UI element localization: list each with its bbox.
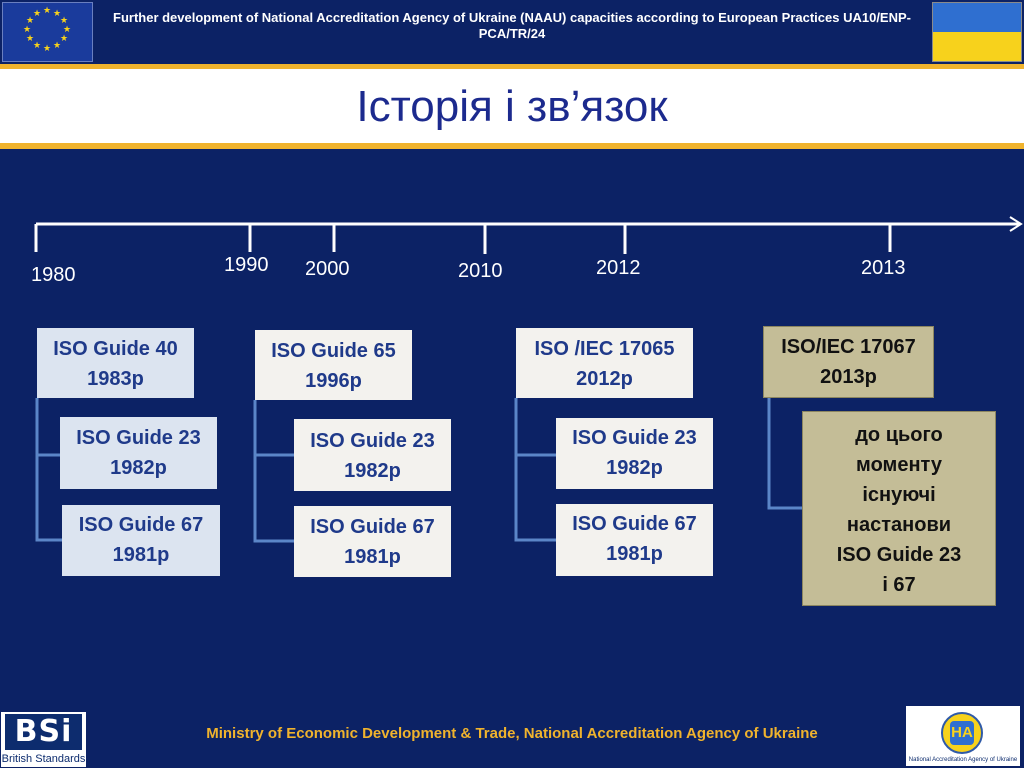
svg-text:★: ★ — [25, 16, 35, 26]
standard-box-main: ISO Guide 65 1996р — [255, 330, 412, 400]
naau-mark: НА — [950, 721, 974, 745]
year-label: 2012 — [596, 257, 641, 279]
footer-text: Ministry of Economic Development & Trade, National Accreditation Agency of Ukraine — [206, 725, 818, 742]
project-title: Further development of National Accreditation Agency of Ukraine (NAAU) capacities according to European Practices UA10/ENP-PCA/TR/24 — [113, 10, 911, 41]
connector-group-2 — [255, 400, 294, 541]
standard-box-sub: ISO Guide 23 1982р — [556, 418, 713, 489]
svg-text:★: ★ — [59, 16, 69, 26]
slide-title: Історія і зв’язок — [356, 82, 668, 131]
standard-box-sub: ISO Guide 67 1981р — [62, 505, 220, 576]
standard-box-sub: ISO Guide 23 1982р — [60, 417, 217, 489]
year-label: 2010 — [458, 260, 503, 282]
standard-box-main: ISO Guide 40 1983р — [37, 328, 194, 398]
svg-text:★: ★ — [25, 34, 35, 44]
svg-text:★: ★ — [62, 25, 72, 35]
year-label: 2000 — [305, 258, 350, 280]
svg-text:★: ★ — [32, 9, 42, 19]
bsi-logo — [1, 712, 86, 767]
bsi-label: British Standards — [1, 753, 86, 765]
connector-group-3 — [516, 398, 556, 540]
svg-text:★: ★ — [52, 9, 62, 19]
year-label: 1980 — [31, 264, 76, 286]
svg-text:★: ★ — [42, 44, 52, 54]
standard-box-sub: ISO Guide 67 1981р — [294, 506, 451, 577]
connector-group-1 — [37, 398, 62, 540]
connector-group-4 — [769, 398, 803, 508]
svg-text:★: ★ — [22, 25, 32, 35]
svg-text:★: ★ — [59, 34, 69, 44]
bsi-mark: BSi — [5, 714, 82, 750]
naau-logo — [906, 706, 1020, 766]
svg-text:★: ★ — [42, 6, 52, 16]
standard-box-main: ISO/IEC 17067 2013р — [763, 326, 934, 398]
svg-text:★: ★ — [52, 41, 62, 51]
standard-box-sub: ISO Guide 67 1981р — [556, 504, 713, 576]
standard-box-sub: ISO Guide 23 1982р — [294, 419, 451, 491]
year-label: 2013 — [861, 257, 906, 279]
naau-label: National Accreditation Agency of Ukraine — [908, 757, 1018, 763]
svg-text:★: ★ — [32, 41, 42, 51]
note-box: до цього моменту існуючі настанови ISO Guide 23 і 67 — [802, 411, 996, 606]
year-label: 1990 — [224, 254, 269, 276]
standard-box-main: ISO /IEC 17065 2012р — [516, 328, 693, 398]
